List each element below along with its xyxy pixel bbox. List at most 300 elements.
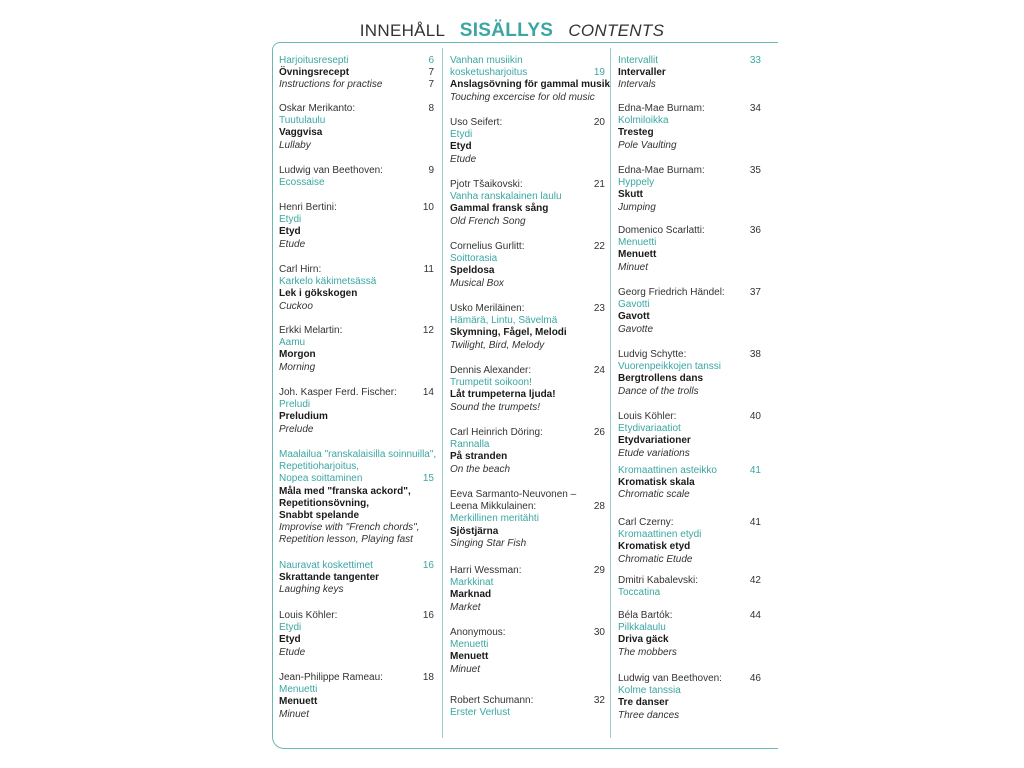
- composer: Oskar Merikanto:: [279, 103, 356, 114]
- english-title: Market: [450, 601, 481, 613]
- composer: Edna-Mae Burnam:: [618, 165, 705, 176]
- composer: Ludvig Schytte:: [618, 349, 687, 360]
- swedish-title: Intervaller: [618, 67, 666, 79]
- composer: Louis Köhler:: [279, 610, 338, 621]
- page-number: 6: [428, 55, 434, 66]
- toc-line: [618, 685, 761, 697]
- toc-line: [279, 498, 434, 510]
- english-title: Chromatic Etude: [618, 553, 693, 565]
- toc-line: [450, 501, 605, 513]
- toc-entry: [450, 365, 605, 414]
- toc-entry: [279, 672, 434, 721]
- finnish-title: Etydivariaatiot: [618, 423, 681, 435]
- toc-line: [450, 565, 605, 577]
- toc-line: [450, 265, 605, 277]
- finnish-title: Vanha ranskalainen laulu: [450, 191, 562, 203]
- composer: Harri Wessman:: [450, 565, 522, 576]
- toc-line: [618, 115, 761, 127]
- toc-entry: [618, 103, 761, 152]
- toc-line: [450, 695, 605, 707]
- finnish-title: Soittorasia: [450, 253, 498, 265]
- toc-line: [618, 373, 761, 385]
- toc-line: [279, 572, 434, 584]
- toc-line: [279, 214, 434, 226]
- finnish-title: Repetitioharjoitus,: [279, 461, 360, 473]
- page-number: 11: [423, 264, 434, 275]
- toc-line: [279, 387, 434, 399]
- english-title: Musical Box: [450, 277, 504, 289]
- toc-entry: [279, 165, 434, 189]
- toc-line: [279, 534, 434, 546]
- toc-line: [618, 489, 761, 501]
- title-swedish: INNEHÅLL: [359, 21, 445, 40]
- swedish-title: Skrattande tangenter: [279, 572, 380, 584]
- toc-line: [450, 141, 605, 153]
- toc-line: [450, 191, 605, 203]
- swedish-title: Lek i gökskogen: [279, 288, 358, 300]
- toc-line: [450, 203, 605, 215]
- toc-entry: [618, 225, 761, 274]
- toc-line: [450, 389, 605, 401]
- swedish-title: Etydvariationer: [618, 435, 691, 447]
- toc-entry: [279, 103, 434, 152]
- composer: Carl Czerny:: [618, 517, 674, 528]
- swedish-title: Etyd: [279, 226, 301, 238]
- toc-line: [279, 349, 434, 361]
- english-title: Repetition lesson, Playing fast: [279, 534, 413, 546]
- toc-line: [279, 276, 434, 288]
- composer: Erkki Melartin:: [279, 325, 343, 336]
- page-number: 29: [593, 565, 605, 576]
- toc-line: [450, 315, 605, 327]
- toc-line: [450, 55, 605, 67]
- composer: Béla Bartók:: [618, 610, 673, 621]
- page-number: 32: [593, 695, 605, 706]
- finnish-title: Nopea soittaminen: [279, 473, 363, 485]
- toc-line: [279, 202, 434, 214]
- toc-entry: [279, 325, 434, 374]
- english-title: The mobbers: [618, 646, 677, 658]
- english-title: Lullaby: [279, 139, 311, 151]
- swedish-title: Skymning, Fågel, Melodi: [450, 327, 567, 339]
- toc-entry: [279, 264, 434, 313]
- toc-line: [618, 287, 761, 299]
- finnish-title: Maalailua "ranskalaisilla soinnuilla",: [279, 449, 437, 460]
- finnish-title: Rannalla: [450, 439, 490, 451]
- toc-entry: [618, 610, 761, 659]
- toc-line: [279, 522, 434, 534]
- toc-line: [618, 517, 761, 529]
- toc-line: [279, 301, 434, 313]
- composer: Georg Friedrich Händel:: [618, 287, 725, 298]
- composer: Carl Heinrich Döring:: [450, 427, 543, 438]
- toc-line: [618, 202, 761, 214]
- swedish-title: Menuett: [618, 249, 657, 261]
- toc-line: [618, 575, 761, 587]
- toc-line: [279, 362, 434, 374]
- toc-line: [618, 311, 761, 323]
- toc-line: [618, 697, 761, 709]
- english-title: Etude variations: [618, 447, 690, 459]
- toc-line: [279, 473, 434, 485]
- page-number: 7: [428, 67, 434, 79]
- toc-line: [279, 226, 434, 238]
- toc-line: [618, 529, 761, 541]
- toc-line: [618, 361, 761, 373]
- toc-line: [279, 584, 434, 596]
- page-number: 8: [428, 103, 434, 114]
- finnish-title: Nauravat koskettimet: [279, 560, 373, 571]
- english-title: Minuet: [618, 261, 649, 273]
- finnish-title: Hyppely: [618, 177, 655, 189]
- toc-line: [618, 262, 761, 274]
- swedish-title: Etyd: [279, 634, 301, 646]
- toc-line: [450, 602, 605, 614]
- finnish-title: Kolmiloikka: [618, 115, 669, 127]
- toc-line: [279, 140, 434, 152]
- composer: Edna-Mae Burnam:: [618, 103, 705, 114]
- composer: Eeva Sarmanto-Neuvonen –: [450, 489, 577, 500]
- swedish-title: Sjöstjärna: [450, 525, 499, 537]
- swedish-title: Anslagsövning för gammal musik: [450, 79, 611, 91]
- composer: Pjotr Tšaikovski:: [450, 179, 523, 190]
- english-title: Gavotte: [618, 323, 654, 335]
- finnish-title: Hämärä, Lintu, Sävelmä: [450, 315, 558, 327]
- contents-title: [0, 20, 1024, 42]
- english-title: Minuet: [450, 663, 481, 675]
- toc-line: [279, 115, 434, 127]
- swedish-title: Vaggvisa: [279, 127, 323, 139]
- page-number: 10: [422, 202, 434, 213]
- toc-line: [279, 709, 434, 721]
- toc-line: [279, 55, 434, 67]
- toc-line: [618, 477, 761, 489]
- composer: Ludwig van Beethoven:: [618, 673, 722, 684]
- page-number: 12: [422, 325, 434, 336]
- toc-line: [618, 448, 761, 460]
- english-title: Singing Star Fish: [450, 537, 527, 549]
- toc-line: [618, 554, 761, 566]
- finnish-title: Harjoitusresepti: [279, 55, 349, 66]
- swedish-title: Tresteg: [618, 127, 654, 139]
- page-number: 38: [749, 349, 761, 360]
- toc-line: [450, 439, 605, 451]
- page-number: 22: [593, 241, 605, 252]
- page-number: 46: [749, 673, 761, 684]
- toc-line: [618, 465, 761, 477]
- toc-entry: [450, 303, 605, 352]
- toc-entry: [618, 673, 761, 722]
- toc-line: [450, 577, 605, 589]
- toc-line: [450, 117, 605, 129]
- toc-line: [618, 103, 761, 115]
- page-number: 28: [593, 501, 605, 513]
- toc-line: [618, 189, 761, 201]
- composer: Louis Köhler:: [618, 411, 677, 422]
- page-number: 35: [749, 165, 761, 176]
- composer: Anonymous:: [450, 627, 506, 638]
- finnish-title: Aamu: [279, 337, 306, 349]
- toc-line: [450, 526, 605, 538]
- page-number: 34: [749, 103, 761, 114]
- swedish-title: Skutt: [618, 189, 643, 201]
- toc-line: [279, 337, 434, 349]
- swedish-title: Gammal fransk sång: [450, 203, 549, 215]
- composer: Jean-Philippe Rameau:: [279, 672, 383, 683]
- swedish-title: Bergtrollens dans: [618, 373, 704, 385]
- toc-entry: [279, 449, 437, 547]
- toc-line: [279, 684, 434, 696]
- toc-line: [279, 634, 434, 646]
- toc-line: [450, 377, 605, 389]
- toc-line: [450, 216, 605, 228]
- composer: Dmitri Kabalevski:: [618, 575, 699, 586]
- finnish-title: Etydi: [279, 622, 302, 634]
- page-number: 30: [593, 627, 605, 638]
- english-title: Etude: [279, 238, 306, 250]
- toc-line: [450, 303, 605, 315]
- finnish-title: Menuetti: [279, 684, 318, 696]
- finnish-title: Vuorenpeikkojen tanssi: [618, 361, 722, 373]
- page-number: 41: [749, 517, 761, 528]
- composer: Usko Meriläinen:: [450, 303, 525, 314]
- page-number: 26: [593, 427, 605, 438]
- toc-line: [279, 672, 434, 684]
- toc-entry: [618, 165, 761, 214]
- toc-entry: [450, 489, 605, 550]
- toc-line: [279, 264, 434, 276]
- finnish-title: Erster Verlust: [450, 707, 511, 719]
- swedish-title: Kromatisk etyd: [618, 541, 691, 553]
- page-number: 44: [749, 610, 761, 621]
- english-title: Pole Vaulting: [618, 139, 677, 151]
- toc-line: [618, 140, 761, 152]
- finnish-title: Gavotti: [618, 299, 650, 311]
- swedish-title: Menuett: [450, 651, 489, 663]
- page-number: 19: [593, 67, 605, 79]
- toc-line: [618, 225, 761, 237]
- finnish-title: Markkinat: [450, 577, 494, 589]
- toc-line: [618, 710, 761, 722]
- finnish-title: Vanhan musiikin: [450, 55, 523, 66]
- finnish-title: Menuetti: [618, 237, 657, 249]
- page-number: 40: [749, 411, 761, 422]
- toc-line: [450, 327, 605, 339]
- toc-line: [618, 299, 761, 311]
- toc-line: [618, 55, 761, 67]
- toc-line: [618, 324, 761, 336]
- toc-entry: [618, 349, 761, 398]
- finnish-title: Tuutulaulu: [279, 115, 326, 127]
- toc-line: [450, 664, 605, 676]
- english-title: Twilight, Bird, Melody: [450, 339, 545, 351]
- toc-line: [279, 560, 434, 572]
- toc-line: [279, 177, 434, 189]
- column-divider: [610, 48, 611, 738]
- toc-line: [279, 610, 434, 622]
- swedish-title: Marknad: [450, 589, 492, 601]
- toc-line: [279, 399, 434, 411]
- toc-line: [279, 67, 434, 79]
- swedish-title: Övningsrecept: [279, 67, 350, 79]
- toc-line: [618, 349, 761, 361]
- toc-line: [618, 634, 761, 646]
- composer: Joh. Kasper Ferd. Fischer:: [279, 387, 397, 398]
- toc-line: [279, 288, 434, 300]
- page-number: 16: [422, 610, 434, 621]
- toc-entry: [279, 387, 434, 436]
- composer: Domenico Scarlatti:: [618, 225, 705, 236]
- toc-entry: [618, 411, 761, 460]
- toc-line: [618, 386, 761, 398]
- english-title: Touching excercise for old music: [450, 91, 595, 103]
- toc-line: [279, 424, 434, 436]
- toc-entry: [279, 560, 434, 597]
- toc-line: [450, 340, 605, 352]
- toc-entry: [618, 517, 761, 566]
- swedish-title: Gavott: [618, 311, 650, 323]
- toc-line: [450, 154, 605, 166]
- toc-line: [279, 510, 434, 522]
- composer: Ludwig van Beethoven:: [279, 165, 383, 176]
- toc-entry: [279, 55, 434, 92]
- toc-line: [279, 239, 434, 251]
- english-title: Laughing keys: [279, 584, 344, 596]
- english-title: Sound the trumpets!: [450, 401, 541, 413]
- page-number: 15: [422, 473, 434, 485]
- finnish-title: Pilkkalaulu: [618, 622, 666, 634]
- toc-line: [450, 589, 605, 601]
- toc-entry: [450, 179, 605, 228]
- toc-line: [450, 639, 605, 651]
- swedish-title: Preludium: [279, 411, 328, 423]
- swedish-title: Morgon: [279, 349, 316, 361]
- toc-entry: [279, 202, 434, 251]
- finnish-title: Menuetti: [450, 639, 489, 651]
- finnish-title: Preludi: [279, 399, 311, 411]
- composer: Uso Seifert:: [450, 117, 503, 128]
- swedish-title: Låt trumpeterna ljuda!: [450, 389, 556, 401]
- toc-line: [618, 610, 761, 622]
- toc-entry: [279, 610, 434, 659]
- toc-line: [618, 541, 761, 553]
- toc-line: [618, 177, 761, 189]
- finnish-title: Kromaattinen etydi: [618, 529, 702, 541]
- composer: Cornelius Gurlitt:: [450, 241, 525, 252]
- swedish-title: På stranden: [450, 451, 508, 463]
- page-number: 7: [428, 79, 434, 91]
- swedish-title: Måla med "franska ackord",: [279, 485, 411, 497]
- english-title: Three dances: [618, 709, 680, 721]
- toc-line: [618, 622, 761, 634]
- toc-entry: [450, 627, 605, 676]
- toc-entry: [618, 55, 761, 92]
- page-number: 16: [422, 560, 434, 571]
- toc-line: [279, 647, 434, 659]
- toc-line: [618, 127, 761, 139]
- toc-line: [279, 622, 434, 634]
- english-title: Etude: [279, 646, 306, 658]
- english-title: Prelude: [279, 423, 314, 435]
- page-number: 23: [593, 303, 605, 314]
- finnish-title: Etydi: [450, 129, 473, 141]
- toc-line: [618, 79, 761, 91]
- toc-line: [450, 402, 605, 414]
- toc-entry: [618, 465, 761, 502]
- toc-line: [450, 489, 605, 501]
- toc-line: [450, 67, 605, 79]
- english-title: Intervals: [618, 79, 656, 91]
- toc-line: [618, 647, 761, 659]
- toc-entry: [618, 287, 761, 336]
- composer: Robert Schumann:: [450, 695, 534, 706]
- finnish-title: Kolme tanssia: [618, 685, 681, 697]
- english-title: Dance of the trolls: [618, 385, 699, 397]
- toc-line: [279, 461, 434, 473]
- finnish-title: Merkillinen meritähti: [450, 513, 539, 525]
- page-number: 24: [593, 365, 605, 376]
- page-number: 41: [749, 465, 761, 476]
- english-title: Minuet: [279, 708, 310, 720]
- english-title: Jumping: [618, 201, 656, 213]
- page-number: 18: [422, 672, 434, 683]
- toc-entry: [450, 117, 605, 166]
- page-number: 36: [749, 225, 761, 236]
- toc-line: [450, 179, 605, 191]
- toc-line: [450, 92, 605, 104]
- english-title: Cuckoo: [279, 300, 313, 312]
- toc-entry: [450, 55, 611, 104]
- toc-line: [279, 696, 434, 708]
- toc-line: [450, 253, 605, 265]
- toc-line: [279, 165, 434, 177]
- toc-line: [618, 587, 761, 599]
- toc-line: [279, 127, 434, 139]
- finnish-title: Karkelo käkimetsässä: [279, 276, 377, 288]
- composer: Dennis Alexander:: [450, 365, 532, 376]
- toc-line: [450, 451, 605, 463]
- finnish-title: Ecossaise: [279, 177, 325, 189]
- swedish-title: Driva gäck: [618, 634, 669, 646]
- page-number: 42: [749, 575, 761, 586]
- swedish-title: Speldosa: [450, 265, 495, 277]
- finnish-title: Toccatina: [618, 587, 661, 599]
- column-divider: [442, 48, 443, 738]
- swedish-title: Snabbt spelande: [279, 510, 360, 522]
- toc-line: [279, 103, 434, 115]
- toc-entry: [618, 575, 761, 599]
- composer: Henri Bertini:: [279, 202, 337, 213]
- finnish-title: Trumpetit soikoon!: [450, 377, 532, 389]
- toc-entry: [450, 565, 605, 614]
- toc-entry: [450, 427, 605, 476]
- page-number: 20: [593, 117, 605, 128]
- swedish-title: Tre danser: [618, 697, 669, 709]
- toc-line: [450, 129, 605, 141]
- toc-line: [618, 435, 761, 447]
- english-title: On the beach: [450, 463, 511, 475]
- toc-entry: [450, 695, 605, 719]
- composer: Leena Mikkulainen:: [450, 501, 537, 513]
- toc-line: [618, 673, 761, 685]
- toc-line: [279, 325, 434, 337]
- toc-line: [450, 365, 605, 377]
- swedish-title: Etyd: [450, 141, 472, 153]
- toc-entry: [450, 241, 605, 290]
- english-title: Instructions for practise: [279, 79, 383, 91]
- composer: Carl Hirn:: [279, 264, 322, 275]
- toc-line: [279, 411, 434, 423]
